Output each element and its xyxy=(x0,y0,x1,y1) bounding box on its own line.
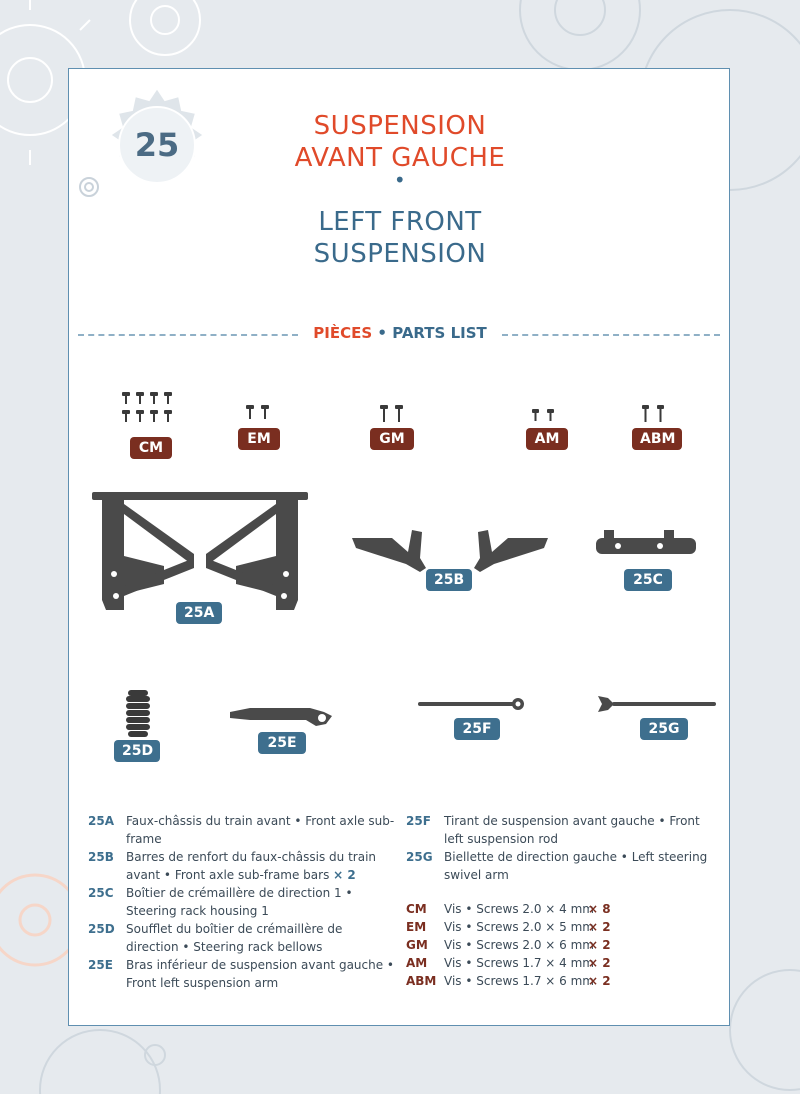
legend-desc xyxy=(126,848,396,884)
part-25b-image xyxy=(350,528,550,572)
legend-text: Soufflet du boîtier de crémaillère de direction • Steering rack bellows xyxy=(126,922,343,954)
background-gear-icon xyxy=(110,0,220,70)
part-25f-image xyxy=(416,696,528,712)
screw-mult: × 2 xyxy=(588,938,611,952)
tag-25e: 25E xyxy=(258,732,306,754)
legend-text: Barres de renfort du faux-châssis du train avant • Front axle sub-frame bars xyxy=(126,850,377,882)
issue-number: 25 xyxy=(134,126,180,164)
screw-code: GM xyxy=(406,938,428,952)
section-separator: • xyxy=(377,324,387,342)
title-en xyxy=(200,206,600,270)
legend-text: Bras inférieur de suspension avant gauche • Front left suspension arm xyxy=(126,958,395,990)
legend-right xyxy=(406,812,716,992)
legend-desc xyxy=(126,920,396,956)
screw-am-image xyxy=(530,408,560,426)
section-divider-right xyxy=(502,334,720,336)
title-fr-line1: SUSPENSION xyxy=(313,111,487,141)
legend-code: 25D xyxy=(88,922,115,936)
tag-25a: 25A xyxy=(176,602,222,624)
legend-desc xyxy=(444,812,714,848)
screw-code: CM xyxy=(406,902,427,916)
part-25e-image xyxy=(228,702,334,728)
part-25g-image xyxy=(596,694,720,716)
section-label-fr: PIÈCES xyxy=(313,324,373,342)
legend-text: Biellette de direction gauche • Left steering swivel arm xyxy=(444,850,708,882)
screw-abm-image xyxy=(640,404,670,426)
section-label-en: PARTS LIST xyxy=(392,324,487,342)
tag-25c: 25C xyxy=(624,569,672,591)
screw-gm-image xyxy=(378,404,408,426)
legend-code: 25F xyxy=(406,814,431,828)
tag-25b: 25B xyxy=(426,569,472,591)
screw-desc: Vis • Screws 2.0 × 6 mm xyxy=(444,938,594,952)
tag-em: EM xyxy=(238,428,280,450)
tag-am: AM xyxy=(526,428,568,450)
legend-code: 25G xyxy=(406,850,433,864)
tag-cm: CM xyxy=(130,437,172,459)
section-divider-left xyxy=(78,334,298,336)
legend-code: 25C xyxy=(88,886,114,900)
part-25d-image xyxy=(122,690,154,738)
legend-code: 25A xyxy=(88,814,114,828)
title-en-line1: LEFT FRONT xyxy=(318,207,482,237)
legend-code: 25E xyxy=(88,958,113,972)
tag-abm: ABM xyxy=(632,428,682,450)
title-fr-line2: AVANT GAUCHE xyxy=(294,143,506,173)
legend-desc xyxy=(444,848,714,884)
legend-left xyxy=(88,812,398,992)
screw-desc: Vis • Screws 2.0 × 5 mm xyxy=(444,920,594,934)
screw-code: ABM xyxy=(406,974,437,988)
legend-desc xyxy=(126,812,396,848)
section-title xyxy=(298,324,502,342)
screw-desc: Vis • Screws 1.7 × 6 mm xyxy=(444,974,594,988)
legend-desc xyxy=(126,956,396,992)
screw-desc: Vis • Screws 1.7 × 4 mm xyxy=(444,956,594,970)
screw-mult: × 2 xyxy=(588,974,611,988)
title-en-line2: SUSPENSION xyxy=(313,239,487,269)
screw-mult: × 8 xyxy=(588,902,611,916)
legend-text: Faux-châssis du train avant • Front axle sub-frame xyxy=(126,814,395,846)
screw-mult: × 2 xyxy=(588,920,611,934)
legend-text: Tirant de suspension avant gauche • Front left suspension rod xyxy=(444,814,700,846)
part-25c-image xyxy=(594,526,698,560)
background-gear-icon xyxy=(0,860,70,1020)
part-25a-image xyxy=(92,490,308,614)
legend-text: Boîtier de crémaillère de direction 1 • Steering rack housing 1 xyxy=(126,886,353,918)
screw-cm-image xyxy=(118,390,178,426)
legend-code: 25B xyxy=(88,850,114,864)
screw-code: AM xyxy=(406,956,428,970)
tag-25g: 25G xyxy=(640,718,688,740)
tag-gm: GM xyxy=(370,428,414,450)
screw-code: EM xyxy=(406,920,427,934)
screw-mult: × 2 xyxy=(588,956,611,970)
title-fr xyxy=(200,110,600,174)
tag-25d: 25D xyxy=(114,740,160,762)
legend-mult: × 2 xyxy=(333,868,356,882)
tag-25f: 25F xyxy=(454,718,500,740)
screw-em-image xyxy=(244,404,274,424)
screw-desc: Vis • Screws 2.0 × 4 mm xyxy=(444,902,594,916)
title-separator: • xyxy=(393,168,407,192)
legend-desc xyxy=(126,884,396,920)
